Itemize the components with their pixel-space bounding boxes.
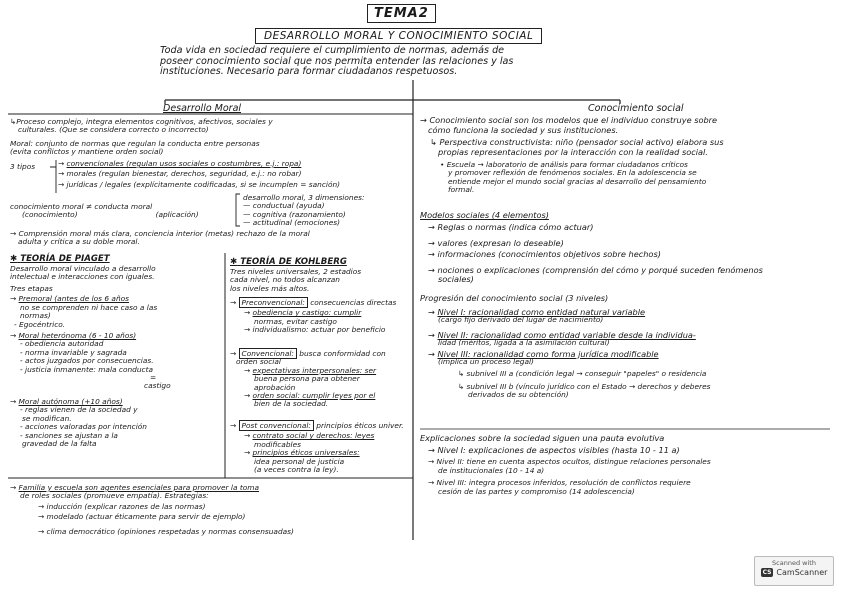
modelos-sociales-title: Modelos sociales (4 elementos) — [420, 210, 549, 220]
perspectiva-constructivista: ↳ Perspectiva constructivista: niño (pensador social activo) elabora sus propias representaciones por la interacción con la realidad social. — [430, 137, 724, 157]
estrategias-list — [38, 503, 294, 536]
arrow-right-icon: ↳ — [10, 117, 17, 126]
escuela-laboratorio: • Escuela → laboratorio de análisis para formar ciudadanos críticos y promover reflexión de fenómenos sociales. En la adolescencia se entiende mejor el mundo social gracias al desarrollo del pensamiento formal. — [440, 160, 707, 195]
intro-paragraph — [160, 46, 513, 78]
list-item: → modelado (actuar éticamente para servir de ejemplo) — [38, 512, 246, 522]
intro-line: Toda vida en sociedad requiere el cumplimiento de normas, además de — [160, 45, 505, 56]
list-item: → clima democrático (opiniones respetadas y normas consensuadas) — [38, 526, 294, 536]
convencional: → Convencional: busca conformidad con orden social → expectativas interpersonales: ser buena persona para obtener aprobación → orden social: cumplir leyes por el bien de la sociedad. — [230, 349, 386, 409]
topic-subtitle: DESARROLLO MORAL Y CONOCIMIENTO SOCIAL — [255, 28, 542, 44]
intro-line: poseer conocimiento social que nos permita entender las relaciones y las — [160, 55, 514, 67]
intro-line: instituciones. Necesario para formar ciudadanos respetuosos. — [160, 66, 458, 78]
kohlberg-title: ✱ TEORÍA DE KOHLBERG — [230, 257, 347, 267]
list-item: → morales (regulan bienestar, derechos, seguridad, e.j.: no robar) — [58, 169, 302, 179]
familia-escuela: → Familia y escuela son agentes esenciales para promover la toma de roles sociales (promueve empatía). Estrategias: — [10, 483, 259, 501]
progresion-title: Progresión del conocimiento social (3 niveles) — [420, 293, 609, 303]
camscanner-watermark — [754, 556, 834, 586]
list-item: → inducción (explicar razones de las normas) — [38, 502, 206, 511]
kohlberg-intro: Tres niveles universales, 2 estadios cada nivel, no todos alcanzan los niveles más altos. — [230, 267, 362, 293]
piaget-title: ✱ TEORÍA DE PIAGET — [10, 254, 110, 264]
star-icon: ✱ — [230, 257, 238, 267]
topic-title: TEMA2 — [367, 4, 436, 23]
piaget-intro: Desarrollo moral vinculado a desarrollo intelectual e interacciones con iguales. — [10, 264, 156, 282]
progresion-niveles: → Nivel I: racionalidad como entidad natural variable (cargo fijo derivado del lugar de nacimiento) → Nivel II: racionalidad como entidad variable desde la individua- lidad (méritos, ligada a la asimilación cultural) → Nivel III: racionalidad como forma jurídica modificable (implica un proceso legal) ↳ subnivel III a (condición legal → conseguir "papeles" o residencia ↳ subnivel III b (vínculo jurídico con el Estado → derechos y deberes derivados de su obtención) — [428, 307, 711, 400]
list-item: → nociones o explicaciones (comprensión del cómo y porqué suceden fenómenos — [428, 264, 763, 275]
watermark-caption: Scanned with — [772, 559, 816, 567]
tipos-label: 3 tipos — [10, 162, 36, 171]
piaget-etapas: Tres etapas → Premoral (antes de los 6 años no se comprenden ni hace caso a las normas) - Egocéntrico. — [10, 284, 158, 329]
comprension-moral: → Comprensión moral más clara, conciencia interior (metas) rechazo de la moral adulta y crítica a su doble moral. — [10, 229, 310, 247]
modelos-sociales-list: → Reglas o normas (indica cómo actuar) → valores (expresan lo deseable) → informaciones (conocimientos objetivos sobre hechos) → nociones o explicaciones (comprensión del cómo y porqué suceden fenómenos sociales) — [428, 222, 763, 285]
explicaciones-list: → Nivel I: explicaciones de aspectos visibles (hasta 10 - 11 a) → Nivel II: tiene en cuenta aspectos ocultos, distingue relaciones personales de institucionales (10 - 14 a) → Nivel III: integra procesos inferidos, resolución de conflictos requiere cesión de las partes y compromiso (14 adolescencia) — [428, 445, 711, 496]
list-item: → valores (expresan lo deseable) — [428, 237, 564, 248]
camscanner-logo-icon: CS — [762, 569, 772, 576]
explicaciones-title: Explicaciones sobre la sociedad siguen una pauta evolutiva — [420, 433, 665, 443]
list-item: → informaciones (conocimientos objetivos sobre hechos) — [428, 249, 661, 260]
preconvencional: → Preconvencional: consecuencias directas → obediencia y castigo: cumplir normas, evitar castigo → individualismo: actuar por beneficio — [230, 298, 397, 335]
moral-autonoma: → Moral autónoma (+10 años) - reglas vienen de la sociedad y se modifican. - acciones valoradas por intención - sanciones se ajustan a la gravedad de la falta — [10, 397, 147, 449]
desarrollo-moral-definition: ↳Proceso complejo, integra elementos cognitivos, afectivos, sociales y culturales. (Que se considera correcto o incorrecto) — [10, 117, 273, 135]
watermark-brand: CamScanner — [776, 568, 828, 577]
conocimiento-vs-conducta: conocimiento moral ≠ conducta moral (conocimiento) (aplicación) — [10, 202, 199, 220]
tipos-list — [58, 160, 340, 189]
list-item: → convencionales (regulan usos sociales o costumbres, e.j.: ropa) — [58, 159, 302, 168]
list-item: → jurídicas / legales (explícitamente codificadas, si se incumplen = sanción) — [58, 179, 341, 189]
desarrollo-moral-heading: Desarrollo Moral — [163, 103, 242, 114]
postconvencional: → Post convencional: principios éticos univer. → contrato social y derechos: leyes modificables → principios éticos universales: idea personal de justicia (a veces contra la ley). — [230, 421, 404, 475]
moral-heteronoma: → Moral heterónoma (6 - 10 años) - obediencia autoridad - norma invariable y sagrada - actos juzgados por consecuencias. - justicia inmanente: mala conducta = castigo — [10, 331, 171, 391]
moral-definition: Moral: conjunto de normas que regulan la conducta entre personas (evita conflictos y mantiene orden social) — [10, 139, 260, 157]
conocimiento-social-heading: Conocimiento social — [588, 103, 684, 114]
conocimiento-social-definition: → Conocimiento social son los modelos que el individuo construye sobre cómo funciona la sociedad y sus instituciones. — [420, 115, 718, 135]
dimensiones: desarrollo moral, 3 dimensiones: — conductual (ayuda) — cognitiva (razonamiento) — actitudinal (emociones) — [243, 193, 365, 228]
list-item: → Reglas o normas (indica cómo actuar) — [428, 222, 594, 232]
star-icon: ✱ — [10, 254, 18, 264]
